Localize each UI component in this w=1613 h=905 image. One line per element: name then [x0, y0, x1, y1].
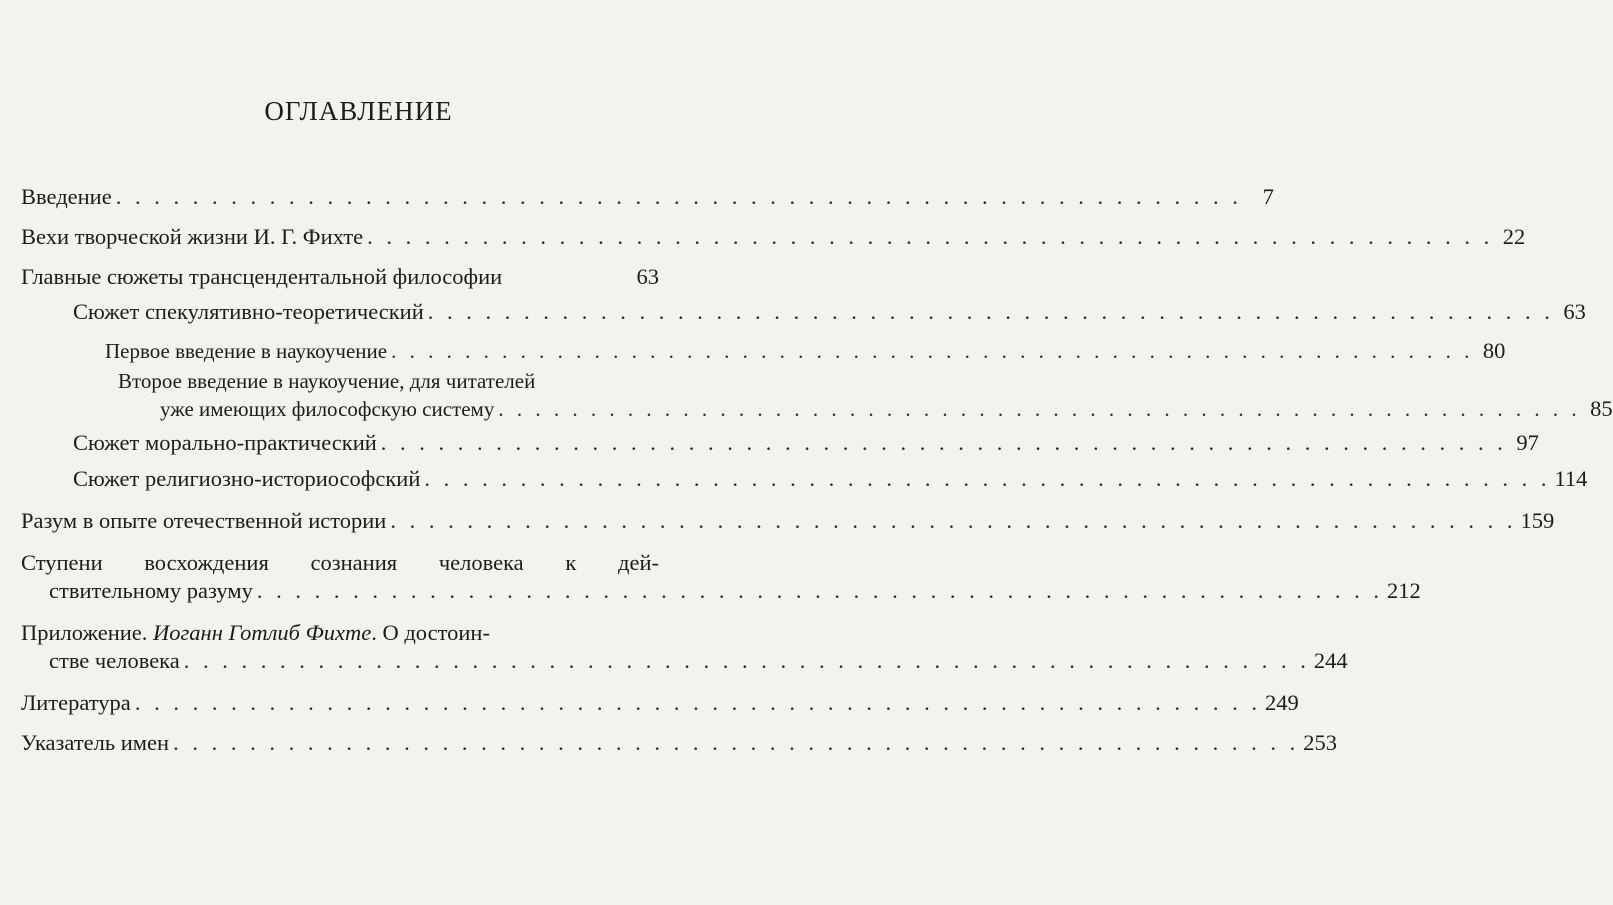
toc-entry[interactable]: [49, 578, 1421, 604]
dot-leader: . . . . . . . . . . . . . . . . . . . . . . . . . . . . . . . . . . . . . . . . . . . . . . . . . . . . . . . . . . .: [367, 224, 1494, 249]
toc-page-number: 244: [1313, 648, 1348, 673]
toc-entry[interactable]: [73, 466, 1588, 492]
appendix-title-start: . О достоин-: [371, 620, 490, 645]
dot-leader: . . . . . . . . . . . . . . . . . . . . . . . . . . . . . . . . . . . . . . . . . . . . . . . . . . . . . . . . . . .: [173, 730, 1300, 755]
page-title: ОГЛАВЛЕНИЕ: [264, 96, 453, 126]
toc-entry[interactable]: [49, 648, 1348, 674]
toc-entry-label: Главные сюжеты трансцендентальной философии: [21, 264, 503, 289]
toc-page-number: 85: [1590, 396, 1613, 421]
appendix-prefix: Приложение.: [21, 620, 148, 645]
dot-leader: . . . . . . . . . . . . . . . . . . . . . . . . . . . . . . . . . . . . . . . . . . . . . . . . . . . . . . . . . . .: [498, 397, 1581, 421]
toc-entry-label: Сюжет спекулятивно-теоретический: [73, 299, 424, 324]
toc-entry[interactable]: [160, 396, 1613, 422]
toc-entry[interactable]: [21, 730, 1337, 756]
dot-leader: . . . . . . . . . . . . . . . . . . . . . . . . . . . . . . . . . . . . . . . . . . . . . . . . . . . . . . . . . . .: [427, 299, 1554, 324]
toc-entry-label-line1[interactable]: Второе введение в наукоучение, для читателей: [118, 369, 536, 393]
toc-entry[interactable]: [21, 690, 1299, 716]
dot-leader: . . . . . . . . . . . . . . . . . . . . . . . . . . . . . . . . . . . . . . . . . . . . . . . . . . . . . . . . . . .: [256, 578, 1383, 603]
toc-page-number: 249: [1264, 690, 1299, 715]
toc-entry-label: Сюжет религиозно-историософский: [73, 466, 421, 491]
toc-entry-label: Литература: [21, 690, 131, 715]
toc-page-number: 22: [1502, 224, 1526, 249]
toc-entry-label-line1[interactable]: [21, 620, 659, 646]
toc-entry[interactable]: [73, 430, 1539, 456]
toc-entry[interactable]: [21, 184, 1274, 210]
toc-page-number: 63: [636, 264, 659, 289]
toc-entry-label: Сюжет морально-практический: [73, 430, 377, 455]
toc-entry-label: Первое введение в наукоучение: [105, 339, 388, 363]
toc-page-number: 253: [1303, 730, 1337, 755]
toc-entry-label: Введение: [21, 184, 112, 209]
dot-leader: . . . . . . . . . . . . . . . . . . . . . . . . . . . . . . . . . . . . . . . . . . . . . . . . . . . . . . . . . . .: [183, 648, 1310, 673]
toc-page-number: 80: [1482, 338, 1506, 363]
toc-entry[interactable]: [105, 338, 1506, 364]
toc-entry-label-line1[interactable]: Ступени восхождения сознания человека к дей-: [21, 550, 659, 575]
toc-entry-label: Вехи творческой жизни И. Г. Фихте: [21, 224, 364, 249]
dot-leader: . . . . . . . . . . . . . . . . . . . . . . . . . . . . . . . . . . . . . . . . . . . . . . . . . . . . . . . . . . .: [380, 430, 1507, 455]
toc-entry-label-line2: ствительному разуму: [49, 578, 253, 603]
toc-entry[interactable]: [21, 224, 1526, 250]
toc-page-number: 63: [1563, 299, 1586, 324]
toc-entry-label-line2: стве человека: [49, 648, 180, 673]
dot-leader: . . . . . . . . . . . . . . . . . . . . . . . . . . . . . . . . . . . . . . . . . . . . . . . . . . . . . . . . . . .: [390, 508, 1517, 533]
dot-leader: . . . . . . . . . . . . . . . . . . . . . . . . . . . . . . . . . . . . . . . . . . . . . . . . . . . . . . . . . . .: [115, 184, 1242, 209]
toc-entry-label: Указатель имен: [21, 730, 170, 755]
toc-entry-label-line2: уже имеющих философскую систему: [160, 397, 495, 421]
toc-page-number: 97: [1516, 430, 1539, 455]
dot-leader: . . . . . . . . . . . . . . . . . . . . . . . . . . . . . . . . . . . . . . . . . . . . . . . . . . . . . . . . . . .: [391, 339, 1474, 363]
toc-page-number: 114: [1554, 466, 1588, 491]
dot-leader: . . . . . . . . . . . . . . . . . . . . . . . . . . . . . . . . . . . . . . . . . . . . . . . . . . . . . . . . . . .: [134, 690, 1261, 715]
toc-page-number: 212: [1387, 578, 1421, 603]
author-name: Иоганн Готлиб Фихте: [153, 620, 372, 645]
toc-entry[interactable]: [73, 299, 1586, 325]
toc-entry[interactable]: [21, 264, 659, 290]
toc-entry-label: Разум в опыте отечественной истории: [21, 508, 387, 533]
toc-entry[interactable]: [21, 508, 1555, 534]
toc-page-number: 7: [1262, 184, 1274, 209]
dot-leader: . . . . . . . . . . . . . . . . . . . . . . . . . . . . . . . . . . . . . . . . . . . . . . . . . . . . . . . . . . .: [424, 466, 1551, 491]
toc-page-number: 159: [1520, 508, 1555, 533]
